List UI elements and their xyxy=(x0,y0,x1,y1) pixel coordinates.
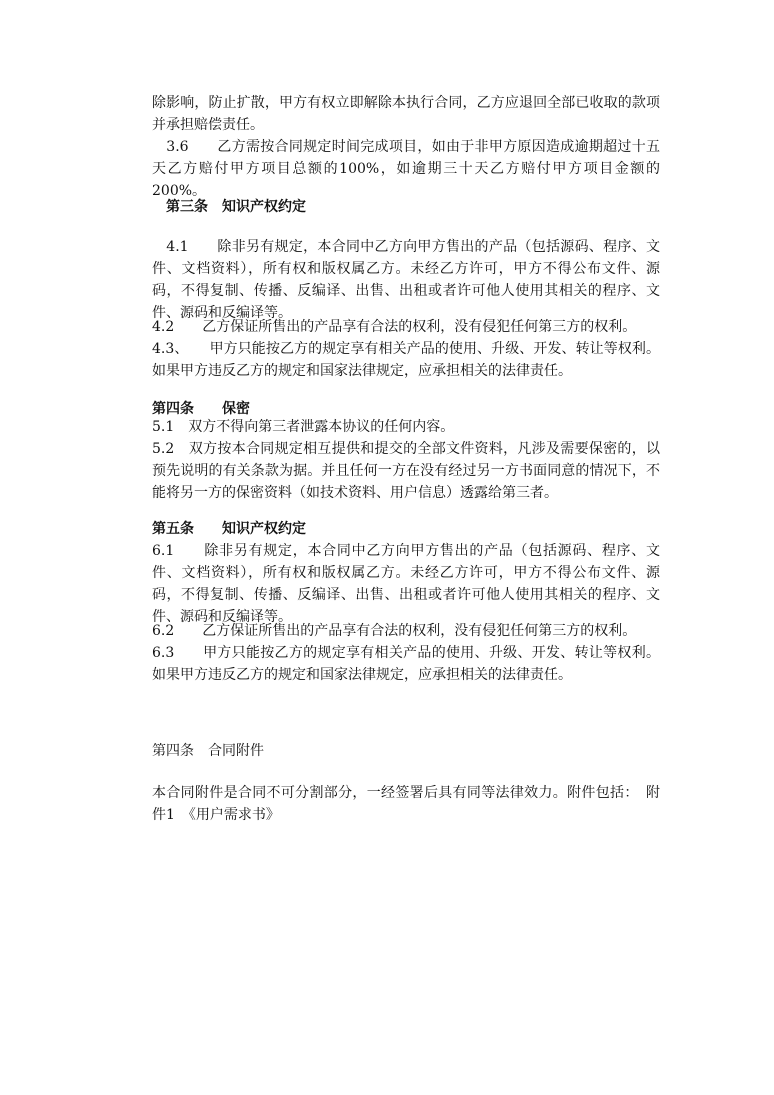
clause-4-2: 4.2 乙方保证所售出的产品享有合法的权利，没有侵犯任何第三方的权利。 xyxy=(152,319,637,335)
clause-6-2: 6.2 乙方保证所售出的产品享有合法的权利，没有侵犯任何第三方的权利。 xyxy=(152,623,637,639)
clause-5-2: 5.2 双方按本合同规定相互提供和提交的全部文件资料，凡涉及需要保密的，以预先说明的有关条款为据。并且任何一方在没有经过另一方书面同意的情况下，不能将另一方的保密资料（如技术资料、用户信息）透露给第三者。 xyxy=(152,441,660,501)
heading-article-4-attachments: 第四条 合同附件 xyxy=(152,743,264,759)
clause-4-1: 4.1 除非另有规定，本合同中乙方向甲方售出的产品（包括源码、程序、文件、文档资料），所有权和版权属乙方。未经乙方许可，甲方不得公布文件、源码，不得复制、传播、反编译、出售、出租或者许可他人使用其相关的程序、文件、源码和反编译等。 xyxy=(152,239,660,321)
paragraph-attachments: 本合同附件是合同不可分割部分，一经签署后具有同等法律效力。附件包括： 附件1 《用户需求书》 xyxy=(152,785,660,823)
clause-6-1: 6.1 除非另有规定，本合同中乙方向甲方售出的产品（包括源码、程序、文件、文档资料），所有权和版权属乙方。未经乙方许可，甲方不得公布文件、源码，不得复制、传播、反编译、出售、出租或者许可他人使用其相关的程序、文件、源码和反编译等。 xyxy=(152,543,660,625)
heading-article-5: 第五条 知识产权约定 xyxy=(152,521,306,537)
clause-4-3: 4.3、 甲方只能按乙方的规定享有相关产品的使用、升级、开发、转让等权利。如果甲方违反乙方的规定和国家法律规定，应承担相关的法律责任。 xyxy=(152,341,660,379)
clause-3-6: 3.6 乙方需按合同规定时间完成项目，如由于非甲方原因造成逾期超过十五天乙方赔付甲方项目总额的100%，如逾期三十天乙方赔付甲方项目金额的200%。 xyxy=(152,139,660,199)
clause-6-3: 6.3 甲方只能按乙方的规定享有相关产品的使用、升级、开发、转让等权利。如果甲方违反乙方的规定和国家法律规定，应承担相关的法律责任。 xyxy=(152,645,660,683)
paragraph-continuation: 除影响，防止扩散，甲方有权立即解除本执行合同，乙方应退回全部已收取的款项并承担赔偿责任。 xyxy=(152,95,660,133)
heading-article-4: 第四条 保密 xyxy=(152,401,250,417)
heading-article-3: 第三条 知识产权约定 xyxy=(152,199,306,215)
clause-5-1: 5.1 双方不得向第三者泄露本协议的任何内容。 xyxy=(152,419,455,435)
